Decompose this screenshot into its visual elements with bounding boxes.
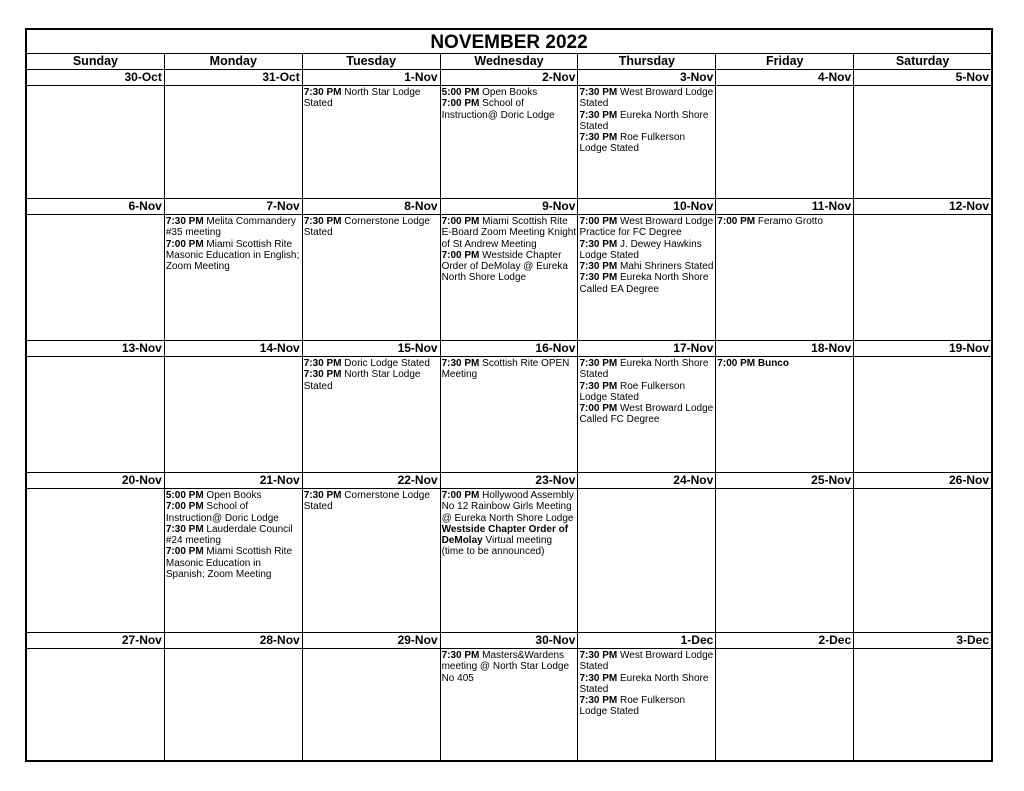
event-text: West Broward Lodge Stated xyxy=(579,650,714,673)
event-time: 7:30 PM xyxy=(303,358,342,369)
event-text: Scottish Rite OPEN Meeting xyxy=(441,358,570,381)
event-entry xyxy=(579,695,714,718)
event-time: 7:00 PM xyxy=(165,546,204,558)
event-text: Miami Scottish Rite Masonic Education in Spanish; Zoom Meeting xyxy=(165,546,293,581)
date-label: 29-Nov xyxy=(303,633,441,648)
event-text: Eureka North Shore Stated xyxy=(579,109,709,132)
event-entry xyxy=(579,239,714,262)
date-label: 14-Nov xyxy=(165,341,303,356)
event-time: 7:00 PM xyxy=(441,98,480,110)
event-time: 7:00 PM xyxy=(717,216,756,227)
day-cell xyxy=(854,215,991,340)
event-text: West Broward Lodge Stated xyxy=(579,87,714,110)
day-cells xyxy=(27,357,991,472)
event-text: West Broward Lodge Practice for FC Degree xyxy=(579,216,714,239)
event-entry xyxy=(717,358,852,369)
day-cell xyxy=(303,489,441,632)
date-label: 6-Nov xyxy=(27,199,165,214)
day-name: Thursday xyxy=(578,54,716,69)
event-time: 7:30 PM xyxy=(579,672,618,684)
date-label: 27-Nov xyxy=(27,633,165,648)
date-label: 18-Nov xyxy=(716,341,854,356)
day-cells xyxy=(27,649,991,760)
event-text: School of Instruction@ Doric Lodge xyxy=(165,501,279,524)
event-time: 7:30 PM xyxy=(441,650,480,661)
event-entry xyxy=(579,673,714,696)
event-time: 7:30 PM xyxy=(579,109,618,121)
day-cell xyxy=(27,215,165,340)
day-cell xyxy=(165,489,303,632)
date-label: 13-Nov xyxy=(27,341,165,356)
date-label: 17-Nov xyxy=(578,341,716,356)
event-entry xyxy=(579,403,714,426)
event-text: Eureka North Shore Stated xyxy=(579,358,709,381)
event-text: Roe Fulkerson Lodge Stated xyxy=(579,132,686,155)
day-cell xyxy=(303,649,441,760)
date-label: 8-Nov xyxy=(303,199,441,214)
event-entry xyxy=(442,87,577,98)
event-time: 7:30 PM xyxy=(303,87,342,98)
event-entry xyxy=(579,132,714,155)
date-label: 1-Nov xyxy=(303,70,441,85)
event-time: 7:30 PM xyxy=(579,87,618,98)
week-row xyxy=(27,633,991,760)
event-text: Cornerstone Lodge Stated xyxy=(303,216,430,239)
week-row xyxy=(27,473,991,633)
day-name: Tuesday xyxy=(303,54,441,69)
date-label: 28-Nov xyxy=(165,633,303,648)
event-entry xyxy=(579,216,714,239)
date-label: 12-Nov xyxy=(949,199,990,213)
day-cell xyxy=(27,86,165,198)
event-text: Hollywood Assembly No 12 Rainbow Girls Meeting @ Eureka North Shore Lodge xyxy=(441,490,574,524)
date-label: 9-Nov xyxy=(441,199,579,214)
event-text: Lauderdale Council #24 meeting xyxy=(165,523,293,547)
day-cell xyxy=(165,357,303,472)
event-time: 7:30 PM xyxy=(579,358,618,369)
date-label: 22-Nov xyxy=(303,473,441,488)
event-time: 7:30 PM xyxy=(579,272,618,284)
event-text: Virtual meeting (time to be announced) xyxy=(441,535,552,558)
date-label: 3-Nov xyxy=(578,70,716,85)
day-name: Sunday xyxy=(27,54,165,69)
day-names-row xyxy=(27,54,991,70)
event-text: Eureka North Shore Stated xyxy=(579,672,709,695)
event-text: Open Books xyxy=(203,490,262,501)
date-row xyxy=(27,199,991,215)
day-name: Saturday xyxy=(895,54,950,68)
day-cells xyxy=(27,86,991,198)
date-label: 25-Nov xyxy=(716,473,854,488)
event-time: 7:30 PM xyxy=(441,358,480,369)
event-entry xyxy=(166,524,301,547)
event-time: 7:00 PM Bunco xyxy=(717,358,789,369)
date-label: 30-Oct xyxy=(27,70,165,85)
event-entry xyxy=(579,650,714,673)
date-label: 4-Nov xyxy=(716,70,854,85)
day-cell xyxy=(578,357,716,472)
event-text: Doric Lodge Stated xyxy=(341,358,430,369)
event-text: North Star Lodge Stated xyxy=(303,369,421,392)
event-entry xyxy=(166,490,301,501)
event-time: 7:30 PM xyxy=(165,523,204,535)
date-label: 1-Dec xyxy=(578,633,716,648)
date-label: 26-Nov xyxy=(949,473,990,487)
event-text: Eureka North Shore Called EA Degree xyxy=(579,272,709,295)
event-text: North Star Lodge Stated xyxy=(303,87,421,110)
event-entry xyxy=(442,250,577,284)
day-cell xyxy=(165,86,303,198)
day-name: Monday xyxy=(165,54,303,69)
day-cell xyxy=(441,215,579,340)
event-text: Masters&Wardens meeting @ North Star Lodge No 405 xyxy=(441,650,570,684)
day-cell xyxy=(578,86,716,198)
event-text: Cornerstone Lodge Stated xyxy=(303,490,430,513)
event-entry xyxy=(304,490,439,513)
event-entry xyxy=(579,87,714,110)
event-time: 7:00 PM xyxy=(441,490,480,501)
day-cell xyxy=(27,489,165,632)
date-label: 11-Nov xyxy=(716,199,854,214)
date-label: 20-Nov xyxy=(27,473,165,488)
day-cell xyxy=(716,489,854,632)
event-text: Miami Scottish Rite E-Board Zoom Meeting Knight of St Andrew Meeting xyxy=(441,216,577,250)
event-time: 7:00 PM xyxy=(165,501,204,513)
date-row xyxy=(27,341,991,357)
event-time: 7:30 PM xyxy=(579,695,618,707)
event-entry xyxy=(166,216,301,239)
event-entry xyxy=(579,381,714,404)
event-text: Roe Fulkerson Lodge Stated xyxy=(579,380,686,403)
date-row xyxy=(27,633,991,649)
date-label: 30-Nov xyxy=(441,633,579,648)
date-label: 7-Nov xyxy=(165,199,303,214)
day-cell xyxy=(716,357,854,472)
event-time: 7:00 PM xyxy=(579,403,618,415)
event-time: 7:30 PM xyxy=(303,216,342,227)
event-text: Roe Fulkerson Lodge Stated xyxy=(579,695,686,718)
event-entry xyxy=(166,239,301,273)
event-entry xyxy=(579,358,714,381)
event-text: Miami Scottish Rite Masonic Education in English; Zoom Meeting xyxy=(165,238,300,273)
weeks-container xyxy=(27,70,991,760)
event-entry xyxy=(166,546,301,580)
day-cell xyxy=(854,649,991,760)
event-entry xyxy=(304,87,439,110)
event-time: 7:30 PM xyxy=(579,238,618,250)
day-cell xyxy=(303,215,441,340)
day-cell xyxy=(165,215,303,340)
event-time: 5:00 PM xyxy=(441,87,480,98)
event-time: 5:00 PM xyxy=(165,490,204,501)
event-time: 7:30 PM xyxy=(579,650,618,661)
day-cell xyxy=(441,357,579,472)
date-label: 16-Nov xyxy=(441,341,579,356)
date-label: 19-Nov xyxy=(949,341,990,355)
event-time: 7:30 PM xyxy=(579,132,618,144)
day-cell xyxy=(441,489,579,632)
date-label: 23-Nov xyxy=(441,473,579,488)
event-text: Open Books xyxy=(479,87,538,98)
event-time: 7:00 PM xyxy=(165,238,204,250)
day-cell xyxy=(854,489,991,632)
event-text: Feramo Grotto xyxy=(755,216,823,227)
event-entry xyxy=(304,216,439,239)
date-label: 21-Nov xyxy=(165,473,303,488)
event-time: Westside Chapter Order of DeMolay xyxy=(441,523,569,547)
event-text: School of Instruction@ Doric Lodge xyxy=(441,98,555,121)
date-label: 15-Nov xyxy=(303,341,441,356)
day-cell xyxy=(27,649,165,760)
day-name: Friday xyxy=(716,54,854,69)
event-entry xyxy=(442,98,577,121)
calendar-title: NOVEMBER 2022 xyxy=(27,30,991,54)
event-time: 7:30 PM xyxy=(165,216,204,227)
day-cell xyxy=(303,357,441,472)
week-row xyxy=(27,70,991,199)
event-entry xyxy=(442,524,577,558)
event-time: 7:30 PM xyxy=(303,369,342,381)
day-cells xyxy=(27,489,991,632)
day-cell xyxy=(578,649,716,760)
day-cell xyxy=(303,86,441,198)
week-row xyxy=(27,341,991,473)
day-cell xyxy=(854,86,991,198)
date-label: 2-Nov xyxy=(441,70,579,85)
event-entry xyxy=(442,216,577,250)
day-cell xyxy=(716,86,854,198)
day-cell xyxy=(27,357,165,472)
event-time: 7:00 PM xyxy=(579,216,618,227)
day-cell xyxy=(165,649,303,760)
date-label: 10-Nov xyxy=(578,199,716,214)
event-entry xyxy=(579,272,714,295)
event-entry xyxy=(442,650,577,684)
day-cell xyxy=(716,215,854,340)
event-entry xyxy=(304,369,439,392)
event-text: Mahi Shriners Stated xyxy=(617,261,714,273)
event-text: Melita Commandery #35 meeting xyxy=(165,216,296,239)
date-row xyxy=(27,70,991,86)
date-label: 3-Dec xyxy=(956,633,990,647)
event-entry xyxy=(579,110,714,133)
event-text: Westside Chapter Order of DeMolay @ Eureka North Shore Lodge xyxy=(441,249,568,284)
event-text: West Broward Lodge Called FC Degree xyxy=(579,403,714,426)
day-cell xyxy=(854,357,991,472)
day-name: Wednesday xyxy=(441,54,579,69)
event-entry xyxy=(717,216,852,227)
event-time: 7:00 PM xyxy=(441,249,480,261)
day-cells xyxy=(27,215,991,340)
event-entry xyxy=(166,501,301,524)
event-time: 7:30 PM xyxy=(579,261,618,273)
event-time: 7:00 PM xyxy=(441,216,480,227)
event-entry xyxy=(442,490,577,524)
date-label: 5-Nov xyxy=(955,70,990,84)
day-cell xyxy=(441,86,579,198)
calendar xyxy=(25,28,993,762)
day-cell xyxy=(578,215,716,340)
day-cell xyxy=(441,649,579,760)
event-time: 7:30 PM xyxy=(579,380,618,392)
week-row xyxy=(27,199,991,341)
event-time: 7:30 PM xyxy=(303,490,342,501)
event-entry xyxy=(304,358,439,369)
date-label: 24-Nov xyxy=(578,473,716,488)
event-entry xyxy=(579,261,714,272)
event-text: J. Dewey Hawkins Lodge Stated xyxy=(579,238,702,261)
date-label: 31-Oct xyxy=(165,70,303,85)
date-label: 2-Dec xyxy=(716,633,854,648)
day-cell xyxy=(578,489,716,632)
day-cell xyxy=(716,649,854,760)
event-entry xyxy=(442,358,577,381)
date-row xyxy=(27,473,991,489)
